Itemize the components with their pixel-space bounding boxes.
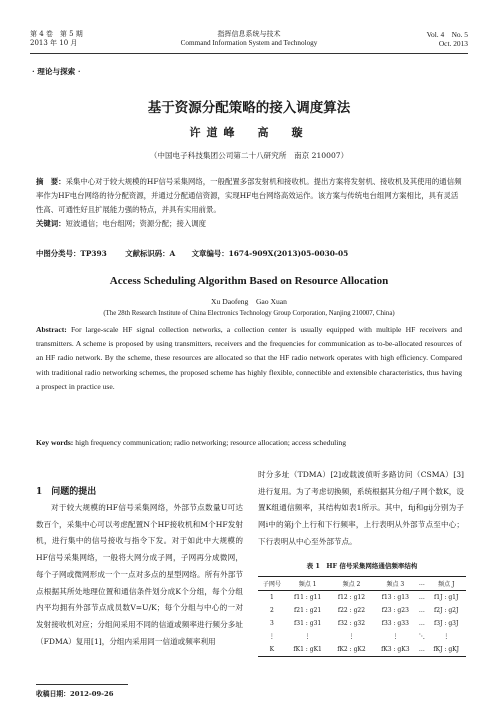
table-caption: 表 1 HF 信号采集网络通信频率结构 [306,562,418,570]
section-label: · 理论与探索 · [32,67,81,76]
table-cell: f11 : g11 [294,594,322,601]
table-row [258,617,466,630]
table-cell: ⋮ [392,633,399,640]
keywords-cn-label: 关键词： [36,219,66,228]
article-number: 文章编号：1674-909X(2013)05-0030-05 [191,249,349,258]
section-1-heading: 1 问题的提出 [36,487,97,497]
date-cn: 2013 年 10 月 [30,39,78,47]
affiliation-en: (The 28th Research Institute of China Electronics Technology Group Corporation, Nanjing 210007, China) [103,310,395,317]
authors-en: Xu Daofeng Gao Xuan [211,297,287,306]
table-cell: f31 : g31 [294,620,322,627]
footnote-rule [36,684,128,685]
table-header-row [258,577,466,591]
abstract-en [36,323,462,394]
body-text-left: 对于较大规模的HF信号采集网络，外部节点数量U可达数百个，采集中心可以考虑配置N个HF接收机和M个HF发射机，进行集中的信号接收与指令下发。对于如此中大规模的HF信号采集网络，一般将大网分成子网，子网再分成微网，每个子网或微网形成一个一点对多点的星型网络。所有外部节点根据其所处地理位置和通信条件划分成K个分组，每个分组内平均拥有外部节点成员数V=U/K；每个分组与中心的一对发射接收机对应；分组间采用不同的信道或频率进行频分多址（FDMA）复用[1]，分组内采用同一信道或频率利用 [36,503,243,646]
table-cell: ⋮ [304,633,311,640]
table-cell: f12 : g12 [337,594,366,601]
frequency-table [258,576,466,657]
abstract-cn-label: 摘 要： [36,177,66,186]
authors-cn: 许道峰 高 璇 [189,126,309,139]
table-cell: f22 : g22 [337,607,366,614]
table-cell: fK1 : gK1 [293,646,322,653]
table-cell: … [418,607,425,614]
keywords-en [36,436,462,450]
table-cell: 3 [269,620,274,627]
table-cell: … [418,646,425,653]
table-cell: ⋱ [418,633,425,640]
table-cell: f33 : g33 [381,620,409,627]
table-cell: fK2 : gK2 [337,646,366,653]
table-cell: … [418,620,425,627]
table-cell: fK3 : gK3 [381,646,410,653]
table-header-cell: 子网号 [262,581,281,588]
table-header-cell: 频点 3 [386,581,405,588]
keywords-cn-text: 短波通信；电台组网；资源分配；接入调度 [65,219,207,228]
paper-title-en: Access Scheduling Algorithm Based on Resource Allocation [109,275,389,287]
abstract-en-label: Abstract: [36,325,67,334]
table-cell: 2 [269,607,274,614]
table-cell: f1J : g1J [434,594,459,601]
table-cell: f13 : g13 [381,594,409,601]
affiliation-cn: （中国电子科技集团公司第二十八研究所 南京 210007） [149,151,349,160]
table-cell: ⋮ [348,633,355,640]
table-header-cell: 频点 2 [342,581,361,588]
received-date-footnote: 收稿日期：2012-09-26 [36,690,114,698]
table-cell: … [418,594,425,601]
abstract-cn [36,175,462,231]
class-number: 中图分类号：TP393 [36,249,107,258]
table-cell: f23 : g23 [381,607,409,614]
table-row [258,643,466,657]
volume-issue-cn: 第 4 卷 第 5 期 [30,30,83,38]
table-cell: 1 [269,594,274,601]
table-cell: f21 : g21 [294,607,322,614]
abstract-cn-text: 采集中心对于较大规模的HF信号采集网络，一般配置多部发射机和接收机。提出方案将发射机、接收机及其使用的通信频率作为HF电台网络的待分配资源，并通过分配通信资源，实现HF电台网络高效运作。该方案与传统电台组网方案相比，具有灵活性高、可通性好且扩展能力强的特点，并具有实用前景。 [36,177,462,214]
table-row [258,591,466,605]
table-cell: fKJ : gKJ [433,646,460,653]
keywords-en-label: Key words: [36,438,74,447]
journal-name-cn: 指挥信息系统与技术 [217,30,281,38]
table-cell: f32 : g32 [337,620,366,627]
keywords-en-text: high frequency communication; radio networking; resource allocation; access scheduling [73,438,346,447]
table-row [258,630,466,643]
abstract-en-text: For large-scale HF signal collection networks, a collection center is usually equipped with multiple HF receivers and transmitters. A scheme is proposed by using transmitters, receivers and the frequencies for communication as to-be-allocated resources of an HF radio network. By the scheme, these resources are allocated so that the HF radio network operates with high efficiency. Compared with traditional radio networking schemes, the proposed scheme has highly flexible, connectible and extensible characteristics, thus having a prospect in practice use. [36,325,462,391]
table-row [258,604,466,617]
volume-issue-en: Vol. 4 No. 5 [426,30,468,39]
table-cell: K [269,646,275,653]
body-text-right: 时分多址（TDMA）[2]或载波侦听多路访问（CSMA）[3]进行复用。为了考虑切换频，系统根据其分组/子网个数K，设置K组通信频率，其结构如表1所示。其中，fij和gij分别为子网i中的第j个上行和下行频率，上行表明从外部节点至中心；下行表明从中心至外部节点。 [258,470,464,546]
header-rule [30,53,468,54]
document-code: 文献标识码：A [125,249,176,258]
table-header-cell: 频点 1 [298,581,317,588]
table-header-cell: 频点 J [438,581,455,588]
table-cell: f2J : g2J [434,607,459,614]
table-cell: f3J : g3J [434,620,459,627]
journal-name-en: Command Information System and Technology [180,39,318,47]
table-cell: ⋮ [268,633,275,640]
classification-line [36,248,462,259]
table-cell: ⋮ [443,633,450,640]
date-en: Oct. 2013 [438,39,468,48]
table-header-cell: … [418,580,425,587]
header-left [30,30,83,48]
paper-title-cn: 基于资源分配策略的接入调度算法 [147,100,351,116]
header-right [380,30,468,48]
header-center [140,30,358,48]
